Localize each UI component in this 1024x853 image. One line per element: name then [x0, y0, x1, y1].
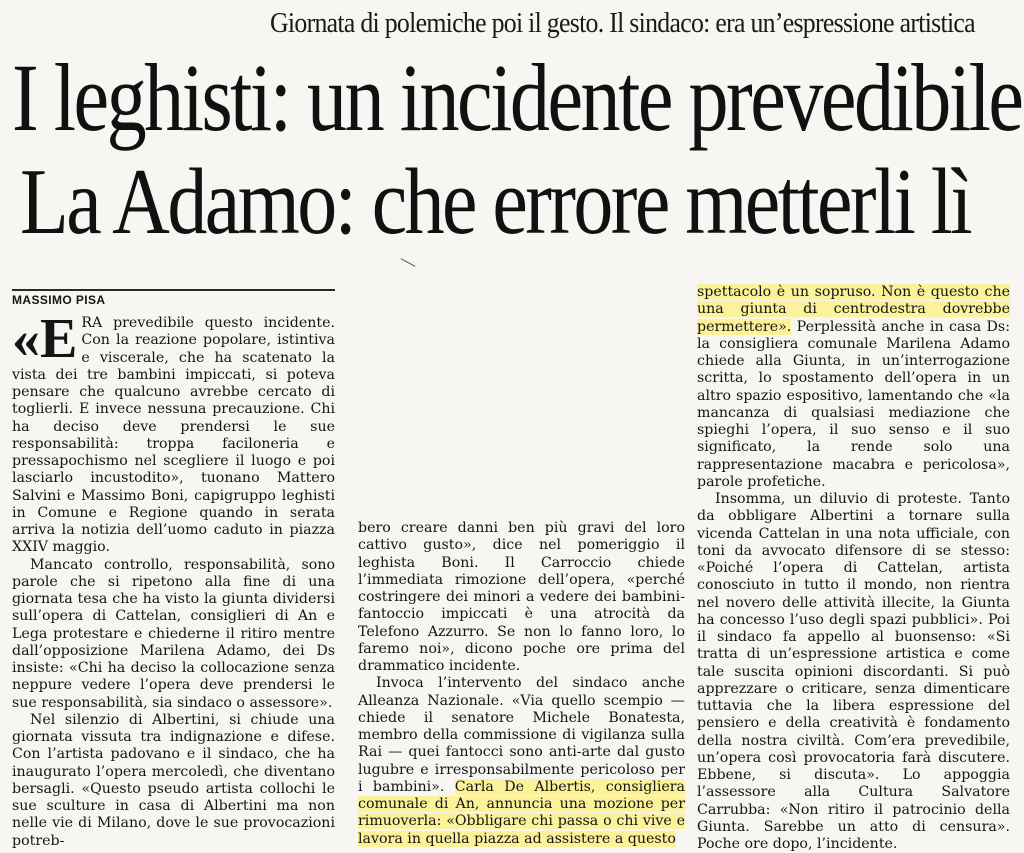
byline: MASSIMO PISA: [12, 289, 335, 308]
highlighted-text: Carla De Albertis, consigliera comunale di An, annuncia una mozione per rimuoverla: «Obbligare chi passa o chi vive e lavora in quella piazza ad assistere a questo: [358, 778, 686, 847]
col2-paragraph-2: [358, 675, 685, 848]
col3-paragraph-2: Insomma, un diluvio di proteste. Tanto da obbligare Albertini a tornare sulla vicenda Cattelan in una nota ufficiale, con toni da avvocato difensore di se stesso: «Poiché l’opera di Cattelan, artista conosciuto in tutto il mondo, non rientra nel novero delle attività illecite, la Giunta ha concesso l’uso degli spazi pubblici». Poi il sindaco fa appello al buonsenso: «Si tratta di un’espressione artistica e come tale suscita opinioni discordanti. Si può apprezzare o criticare, senza dimenticare tuttavia che la libera espressione del pensiero e della creatività è fondamento della nostra civiltà. Com’era prevedibile, un’opera così provocatoria farà discutere. Ebbene, si discuta». Lo appoggia l’assessore alla Cultura Salvatore Carrubba: «Non ritiro il patrocinio della Giunta. Sarebbe un atto di censura». Poche ore dopo, l’incidente.: [697, 491, 1010, 852]
column-2: [358, 520, 685, 848]
dropcap: «E: [12, 308, 78, 370]
col3-paragraph-1-text: Perplessità anche in casa Ds: la consigliera comunale Marilena Adamo chiede alla Giunta, in un’interrogazione scritta, lo spostamento dell’opera in un altro spazio espositivo, lamentando che «la mancanza di qualsiasi mediazione che spieghi l’opera, il suo senso e il suo significato, la rende solo una rappresentazione macabra e pericolosa», parole profetiche.: [697, 318, 1010, 490]
col2-paragraph-1: bero creare danni ben più gravi del loro cattivo gusto», dice nel pomeriggio il leghista Boni. Il Carroccio chiede l’immediata rimozione dell’opera, «perché costringere dei minori a vedere dei bambini-fantoccio impiccati è una atrocità da Telefono Azzurro. Se non lo fanno loro, lo faremo noi», dicono poche ore prima del drammatico incidente.: [358, 520, 685, 674]
col1-paragraph-1: [12, 308, 335, 557]
column-3: [697, 284, 1010, 853]
col1-paragraph-2: Mancato controllo, responsabilità, sono parole che si ripetono alla fine di una giornata tesa che ha visto la giunta dividersi sull’opera di Cattelan, consiglieri di An e Lega protestare e chiederne il ritiro mentre dall’opposizione Marilena Adamo, dei Ds insiste: «Chi ha deciso la collocazione senza neppure vedere l’opera deve prendersi le sue responsabilità, sia sindaco o assessore».: [12, 556, 335, 711]
stray-pen-mark: [401, 258, 416, 266]
headline-line-1: I leghisti: un incidente prevedibile: [12, 44, 1022, 151]
col3-paragraph-1: [697, 284, 1010, 491]
column-1: [12, 308, 335, 850]
col1-paragraph-3: Nel silenzio di Albertini, si chiude una giornata vissuta tra indignazione e difese. Con l’artista padovano e il sindaco, che ha inaugurato l’opera mercoledì, che diventano bersagli. «Questo pseudo artista collochi le sue sculture in casa di Albertini ma non nelle vie di Milano, dove le sue provocazioni potreb-: [12, 711, 335, 849]
highlighted-text: spettacolo è un sopruso. Non è questo che una giunta di centrodestra dovrebbe permettere».: [697, 284, 1010, 335]
kicker: Giornata di polemiche poi il gesto. Il sindaco: era un’espressione artistica: [270, 7, 975, 39]
col1-paragraph-1-text: RA prevedibile questo incidente. Con la reazione popolare, istintiva e viscerale, che ha scatenato la vista dei tre bambini impiccati, si poteva pensare che qualcuno avrebbe cercato di toglierli. E invece nessuna precauzione. Chi ha deciso deve prendersi le sue responsabilità: troppa faciloneria e pressapochismo nel scegliere il luogo e poi lasciarlo incustodito», tuonano Mattero Salvini e Massimo Boni, capigruppo leghisti in Comune e Regione quando in serata arriva la notizia dell’uomo caduto in piazza XXIV maggio.: [12, 315, 335, 556]
headline-line-2: La Adamo: che errore metterli lì: [20, 150, 971, 254]
col2-paragraph-2-text: Invoca l’intervento del sindaco anche Alleanza Nazionale. «Via quello scempio — chiede il senatore Michele Bonatesta, membro della commissione di vigilanza sulla Rai — quei fantocci sono anti-arte dal gusto lugubre e irresponsabilmente pericoloso per i bambini».: [358, 675, 685, 795]
